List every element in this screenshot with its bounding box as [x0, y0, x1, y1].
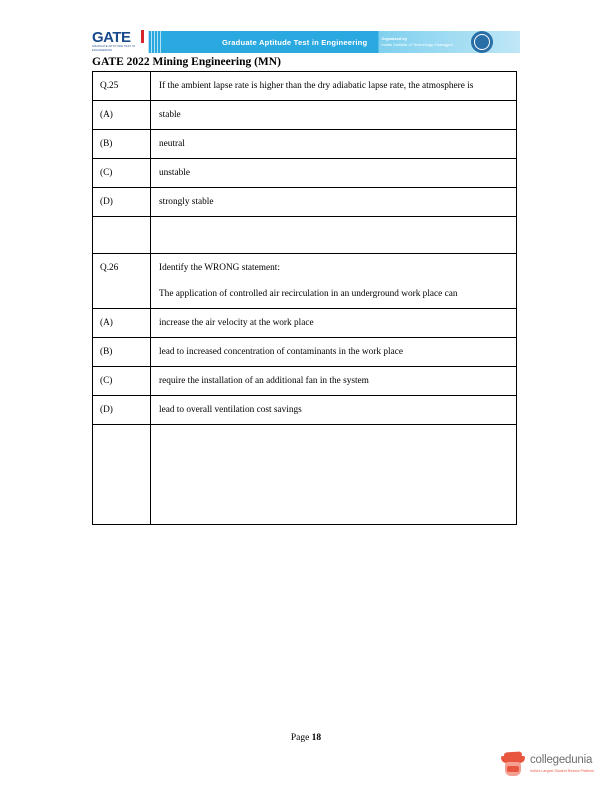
graduation-cap-icon [500, 753, 526, 779]
option-label: (C) [93, 367, 151, 396]
collegedunia-tagline: India's Largest Student Review Platform [530, 769, 595, 773]
option-text[interactable]: unstable [151, 159, 517, 188]
option-text[interactable]: lead to increased concentration of contaminants in the work place [151, 338, 517, 367]
table-row [93, 396, 517, 425]
collegedunia-wordmark [530, 755, 594, 777]
banner-organiser [381, 36, 453, 48]
gate-logo [92, 29, 144, 55]
option-text[interactable]: lead to overall ventilation cost savings [151, 396, 517, 425]
organised-by-label: Organised by [381, 36, 407, 41]
question-number: Q.25 [93, 72, 151, 101]
option-label: (A) [93, 309, 151, 338]
table-row [93, 130, 517, 159]
table-row [93, 309, 517, 338]
table-row [93, 188, 517, 217]
question-line: The application of controlled air recirculation in an underground work place can [159, 289, 458, 299]
footer-page-label: Page [290, 733, 310, 743]
collegedunia-watermark [500, 750, 605, 782]
question-line: Identify the WRONG statement: [159, 263, 280, 273]
questions-table [92, 71, 517, 525]
gate-logo-accent-bar [141, 30, 144, 43]
table-row [93, 338, 517, 367]
iit-kharagpur-seal-icon [471, 31, 493, 53]
question-text [151, 254, 517, 309]
table-row [93, 367, 517, 396]
question-number: Q.26 [93, 254, 151, 309]
option-text[interactable]: neutral [151, 130, 517, 159]
page-title: GATE 2022 Mining Engineering (MN) [92, 56, 281, 68]
option-label: (A) [93, 101, 151, 130]
collegedunia-name: collegedunia [530, 754, 593, 766]
spacer-cell-body [151, 217, 517, 254]
page-footer [0, 733, 612, 743]
table-row [93, 254, 517, 309]
gate-logo-subtext: GRADUATE APTITUDE TEST IN ENGINEERING [92, 45, 136, 52]
footer-page-number: 18 [311, 733, 322, 743]
option-label: (C) [93, 159, 151, 188]
banner-title: Graduate Aptitude Test in Engineering [222, 37, 368, 47]
gate-logo-text: GATE [92, 29, 131, 46]
option-label: (D) [93, 396, 151, 425]
table-row-spacer [93, 217, 517, 254]
option-text[interactable]: increase the air velocity at the work place [151, 309, 517, 338]
table-row [93, 101, 517, 130]
question-line: If the ambient lapse rate is higher than the dry adiabatic lapse rate, the atmosphere is [159, 81, 474, 91]
option-label: (B) [93, 338, 151, 367]
banner-strip [148, 31, 520, 53]
spacer-cell-label [93, 425, 151, 525]
spacer-cell-label [93, 217, 151, 254]
option-text[interactable]: require the installation of an additional fan in the system [151, 367, 517, 396]
spacer-cell-body [151, 425, 517, 525]
table-row [93, 159, 517, 188]
question-text [151, 72, 517, 101]
table-row [93, 72, 517, 101]
option-label: (B) [93, 130, 151, 159]
option-label: (D) [93, 188, 151, 217]
option-text[interactable]: stable [151, 101, 517, 130]
organised-by-name: Indian Institute of Technology Kharagpur [381, 42, 453, 47]
option-text[interactable]: strongly stable [151, 188, 517, 217]
gate-header-banner [92, 28, 520, 56]
table-row-spacer [93, 425, 517, 525]
